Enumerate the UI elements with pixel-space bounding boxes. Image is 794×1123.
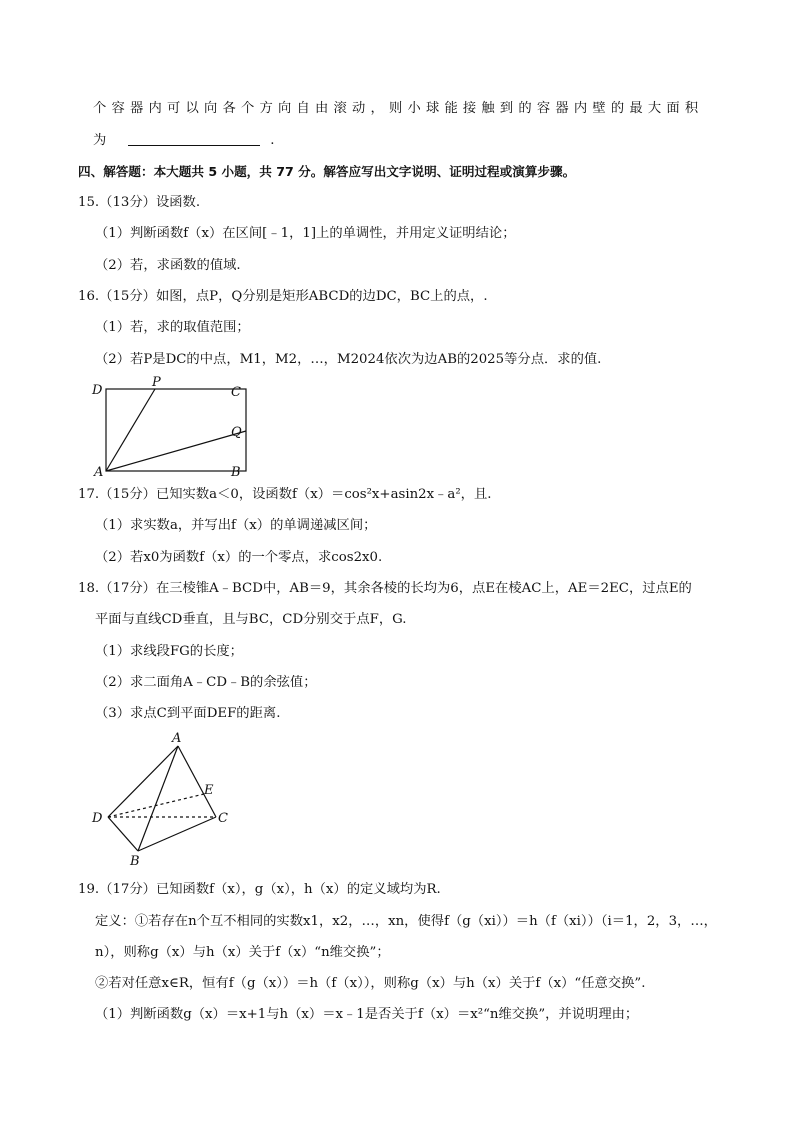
q19-head: 19.（17分）已知函数f（x），g（x），h（x）的定义域均为R. (78, 882, 441, 897)
q18-part2: （2）求二面角A﹣CD﹣B的余弦值； (95, 675, 317, 690)
label-c: C (218, 811, 228, 826)
q14-suffix: . (270, 133, 275, 148)
q18-part3: （3）求点C到平面DEF的距离. (95, 706, 281, 721)
q18-head-cont: 平面与直线CD垂直，且与BC，CD分别交于点F，G. (95, 612, 407, 627)
label-c: C (231, 385, 241, 400)
q16-part1: （1）若，求的取值范围； (95, 320, 250, 335)
label-a: A (94, 465, 104, 480)
edge-ad (108, 746, 178, 817)
q18-head: 18.（17分）在三棱锥A﹣BCD中，AB＝9，其余各棱的长均为6，点E在棱AC上，AE＝2EC，过点E的 (78, 581, 692, 596)
q16-part2: （2）若P是DC的中点，M1，M2，…，M2024依次为边AB的2025等分点．求的值. (95, 352, 602, 367)
rectangle-figure (86, 374, 256, 482)
q18-part1: （1）求线段FG的长度； (95, 644, 243, 659)
label-q: Q (231, 425, 242, 440)
q17-part1: （1）求实数a，并写出f（x）的单调递减区间； (95, 518, 377, 533)
q14-text-line2 (93, 131, 275, 151)
edge-ac (178, 746, 216, 817)
q15-part2: （2）若，求函数的值域. (95, 258, 241, 273)
q17-head: 17.（15分）已知实数a＜0，设函数f（x）＝cos²x+asin2x﹣a²，且. (78, 487, 492, 502)
label-d: D (92, 811, 103, 826)
rectangle-abcd (106, 389, 246, 471)
label-a: A (172, 731, 182, 746)
q19-definition-1-cont: n），则称g（x）与h（x）关于f（x）“n维交换”； (95, 945, 390, 960)
q19-definition-2: ②若对任意x∈R，恒有f（g（x））＝h（f（x）），则称g（x）与h（x）关于f（x）“任意交换”. (95, 976, 646, 991)
q15-part1: （1）判断函数f（x）在区间[﹣1，1]上的单调性，并用定义证明结论； (95, 226, 516, 241)
edge-bc (138, 817, 216, 851)
q16-head: 16.（15分）如图，点P，Q分别是矩形ABCD的边DC，BC上的点，. (78, 289, 488, 304)
section-heading: 四、解答题：本大题共 5 小题，共 77 分。解答应写出文字说明、证明过程或演算步骤。 (78, 164, 576, 179)
q14-prefix: 为 (93, 133, 107, 148)
tetrahedron-figure (86, 730, 246, 870)
q14-text-line1: 个容器内可以向各个方向自由滚动，则小球能接触到的容器内壁的最大面积 (93, 101, 704, 116)
label-d: D (92, 383, 103, 398)
q19-definition-1: 定义：①若存在n个互不相同的实数x1，x2，…，xn，使得f（g（xi））＝h（f（xi））（i＝1，2，3，…， (95, 914, 717, 929)
q17-part2: （2）若x0为函数f（x）的一个零点，求cos2x0. (95, 550, 383, 565)
edge-ab (138, 746, 178, 851)
q19-part1: （1）判断函数g（x）＝x+1与h（x）＝x﹣1是否关于f（x）＝x²“n维交换”，并说明理由； (95, 1007, 639, 1022)
answer-blank (128, 131, 260, 146)
segment-de-hidden (108, 794, 204, 817)
label-b: B (130, 854, 140, 869)
label-b: B (231, 465, 241, 480)
edge-db (108, 817, 138, 851)
label-e: E (204, 783, 214, 798)
q15-head: 15.（13分）设函数. (78, 195, 201, 210)
label-p: P (152, 375, 161, 390)
